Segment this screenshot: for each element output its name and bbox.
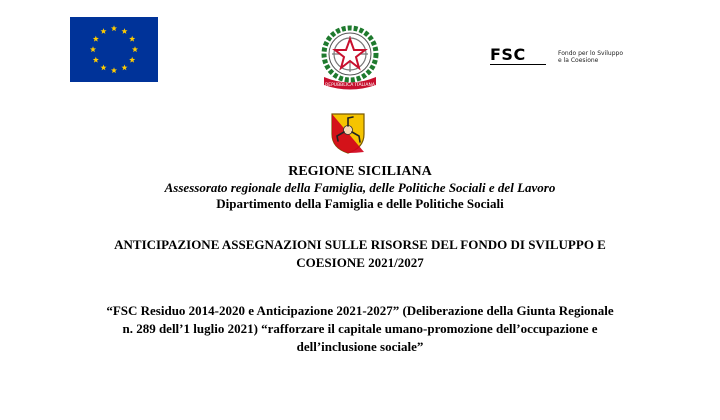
- assessorato-name: Assessorato regionale della Famiglia, delle Politiche Sociali e del Lavoro: [164, 180, 556, 195]
- fsc-tagline-line1: Fondo per lo Sviluppo: [558, 50, 624, 57]
- italian-republic-emblem-icon: [316, 22, 384, 94]
- sicily-trinacria-crest-icon: [330, 112, 366, 154]
- region-name: REGIONE SICILIANA: [288, 164, 432, 179]
- document-title: [40, 236, 680, 272]
- subtitle-line3: dell’inclusione sociale”: [296, 339, 424, 354]
- document-subtitle: [40, 302, 680, 356]
- fsc-mark: FSC: [490, 45, 526, 64]
- fsc-underline: [490, 64, 546, 65]
- subtitle-line2: n. 289 dell’1 luglio 2021) “rafforzare il capitale umano-promozione dell’occupazione e: [122, 321, 598, 336]
- emblem-banner-text: REPUBBLICA ITALIANA: [325, 83, 375, 88]
- header: [0, 163, 720, 212]
- title-line2: COESIONE 2021/2027: [296, 255, 424, 270]
- subtitle-line1: “FSC Residuo 2014-2020 e Anticipazione 2021-2027” (Deliberazione della Giunta Regionale: [106, 303, 614, 318]
- fsc-tagline: [558, 50, 623, 64]
- fsc-tagline-line2: e la Coesione: [558, 57, 599, 64]
- title-line1: ANTICIPAZIONE ASSEGNAZIONI SULLE RISORSE DEL FONDO DI SVILUPPO E: [114, 237, 606, 252]
- fsc-logo: [490, 47, 640, 71]
- dipartimento-name: Dipartimento della Famiglia e delle Politiche Sociali: [216, 196, 504, 211]
- eu-flag-icon: [70, 17, 158, 82]
